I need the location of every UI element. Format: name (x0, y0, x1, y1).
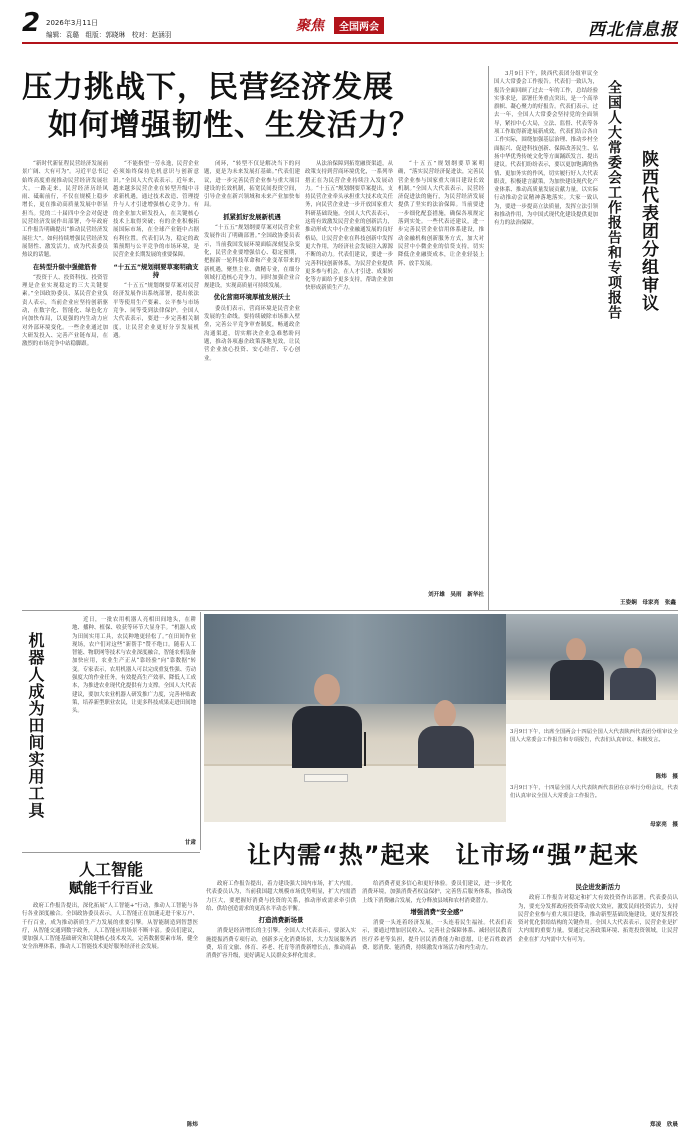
lead-subhead-4: 优化营商环境厚植发展沃土 (213, 293, 291, 302)
page-number: 2 (22, 8, 41, 38)
ai-story-headline-line1: 人工智能 (78, 860, 143, 879)
lead-byline: 刘开雄 吴雨 新华社 (428, 592, 484, 598)
lead-headline-line1: 压力挑战下，民营经济发展 (22, 70, 394, 105)
ai-story-byline: 陈炜 (186, 1122, 198, 1128)
lead-column-5: “十五五”规划纲要草案明确，“落实民营经济促进法，完善民营企业参与国家重大项目建设长效机制。”全国人大代表表示，民营经济促进法的施行，为民营经济发展提供了坚实的法治保障。当前要进一步细化配套措施，确保各项规定落到实处。一些代表还建议，进一步完善民营企业信用体系建设，推动金融机构创新服务方式，加大对民营中小微企业的信贷支持，切实降低企业融资成本，让企业轻装上阵、放手发展。 (398, 161, 484, 267)
news-photo-delegates (204, 614, 506, 822)
demand-column-1: 政府工作报告提出，着力建设强大国内市场，扩大内需。代表委员认为，当前我国超大规模市场优势明显，扩大内需潜力巨大，要把握好消费与投资的关系，推动形成需求牵引供给、供给创造需求的更高水平动态平衡。 打造消费新场景 消费是经济增长的主引擎。全国人大代表表示，要深入实施提振消费专项行动，创新多元化消费场景，大力发展服务消费，培育文旅、体育、养老、托育等消费新增长点，推动商品消费扩容升级，更好满足人民群众多样化需求。 (206, 881, 356, 960)
photo-nameplate (304, 774, 348, 782)
right-story-headline-main: 陕西代表团分组审议 (638, 150, 658, 312)
photo-inset (506, 614, 678, 724)
robot-story-body: 近日，一批农用机器人亮相田间地头，在耕地、播种、植保、收获等环节大显身手。“机器人成为田间实用工具，农民种地更轻松了。”在田间作业现场，农户们对这些“新帮手”赞不绝口。随着人工智能、物联网等技术与农业深度融合，智能农机装备加快应用，农业生产正从“靠经验”向“靠数据”转变。专家表示，农用机器人可以完成重复性强、劳动强度大的作业任务，有效提高生产效率、降低人工成本，为推进农业现代化提供有力支撑。全国人大代表建议，要加大农业机器人研发推广力度，完善补贴政策，培养新型职业农民，让更多科技成果走进田间地头。 (72, 617, 196, 715)
lead-column-2: “不能指望一劳永逸，民营企业必须始终保持危机意识与创新意识。”全国人大代表表示。近年来，越来越多民营企业在转型升级中寻求新机遇，通过技术改造、管理提升与人才引进增强核心竞争力。有的企业加大研发投入，在关键核心技术上取得突破；有的企业积极拓展国际市场，在全球产业链中占据有利位置。代表们认为，稳定的政策预期与公平竞争的市场环境，是民营企业长期发展的重要保障。 “十五五”规划纲要草案明确支持 “十五五”规划纲要草案对民营经济发展作出系统部署，提出依法平等使用生产要素、公平参与市场竞争、同等受到法律保护。全国人大代表表示，要进一步完善相关制度，让民营企业更好分享发展机遇。 (113, 161, 199, 339)
section-name: 全国两会 (334, 17, 384, 34)
lead-subhead-3: 抓紧抓好发展新机遇 (223, 212, 281, 221)
issue-date: 2026年3月11日 (46, 19, 99, 27)
demand-subhead-2: 增强消费“安全感” (410, 907, 464, 916)
photo-delegate-right-body (418, 726, 474, 768)
demand-byline: 郑凌 欣晨 (650, 1122, 678, 1128)
demand-column-3: 民企进发新活力 政府工作报告对稳定和扩大有效投资作出部署。代表委员认为，要充分发挥政府投资带动放大效应，激发民间投资活力，支持民营企业参与重大项目建设，推动新型基础设施建设，更好发挥投资对优化供给结构的关键作用。全国人大代表表示，民营企业是扩大内需的重要力量，要通过完善政策环境、拓宽投资领域，让民营企业在扩大内需中大有可为。 (518, 883, 678, 943)
demand-subhead-1: 打造消费新场景 (258, 916, 304, 925)
photo-delegate-left-body (292, 706, 362, 768)
section-prefix: 聚焦 (296, 18, 324, 34)
photo-backdrop (204, 614, 506, 704)
photo-credit-2: 母家亮 摄 (650, 822, 678, 828)
ai-story-headline-line2: 赋能千行百业 (69, 881, 153, 897)
photo-credit-1: 陈炜 摄 (655, 774, 678, 780)
lead-subhead-1: 在转型升级中强健筋骨 (33, 262, 97, 271)
robot-story-byline: 甘肃 (184, 840, 196, 846)
right-story-headline-sub: 全国人大常委会工作报告和专项报告 (606, 80, 622, 320)
photo-table (204, 764, 506, 822)
robot-story-title: 机器人成为田间实用工具 (26, 632, 45, 819)
photo-delegate-right-head (434, 700, 456, 728)
ai-story-body: 政府工作报告提出，深化拓展“人工智能+”行动，推动人工智能与各行各业深度融合。全国政协委员表示，人工智能正在加速走进千家万户、千行百业，成为推动新质生产力发展的重要引擎。从智能制造到智慧医疗，从智能交通到数字政务，人工智能应用场景不断丰富。委员们建议，要加强人工智能基础研究和关键核心技术攻关，完善数据要素市场，健全安全治理体系，推动人工智能技术更好服务经济社会发展。 (22, 903, 198, 951)
newspaper-logo: 西北信息报 (588, 20, 678, 40)
demand-subhead-3: 民企进发新活力 (575, 883, 621, 891)
photo-caption-2: 3月9日下午，十四届全国人大代表陕西代表团在京举行分组会议，代表们认真审议全国人大常委会工作报告。 (510, 785, 678, 799)
page-header (22, 8, 678, 42)
photo-caption-1: 3月9日下午，出席全国两会十四届全国人大代表陕西代表团分组审议全国人大常委会工作报告和专项报告，代表们认真审议、积极发言。 (510, 729, 678, 743)
staff-credits: 编辑：袁璐 组版：郭晓琳 校对：赵涵羽 (46, 31, 172, 39)
lead-column-3: 闭环，“转型不仅是解决当下的问题，更是为未来发展打基础。”代表们建议，进一步完善民营企业参与重大项目建设的长效机制，拓宽民间投资空间，引导企业在新兴领域和未来产业加快布局。 抓紧抓好发展新机遇 “十五五”规划纲要草案对民营企业发展作出了明确部署。”全国政协委员表示，当前我国发展环境面临深刻复杂变化，民营企业要增强信心、稳定预期，把握新一轮科技革命和产业变革带来的新机遇，聚焦主业、做精专业，在细分领域打造核心竞争力，同时加强企业合规建设，实现高质量可持续发展。 优化营商环境厚植发展沃土 委员们表示，营商环境是民营企业发展的生命线。要持续破除市场准入壁垒，完善公平竞争审查制度，畅通政企沟通渠道，切实解决企业急难愁盼问题，推动各项惠企政策落地见效，让民营企业放心投资、安心经营、专心创业。 (204, 161, 300, 362)
header-rule (22, 42, 678, 44)
right-story-byline: 王姿娴 母家亮 张鑫 (620, 600, 676, 606)
photo-delegate-left-head (314, 674, 340, 706)
demand-story-headline: 让内需“热”起来 让市场“强”起来 (246, 841, 640, 869)
photo-microphone (364, 732, 366, 766)
right-story-body: 3月9日下午，陕西代表团分组审议全国人大常委会工作报告。代表们一致认为，报告全面回顾了过去一年的工作，总结经验实事求是，部署任务重点突出，是一个高举旗帜、凝心聚力的好报告。代表们表示，过去一年，全国人大常委会坚持党的全面领导，紧扣中心大局，立法、监督、代表等各项工作取得新进展新成效。代表们结合各自工作实际，围绕加强基层治理、推动乡村全面振兴、促进科技创新、保障改善民生、弘扬中华优秀传统文化等方面踊跃发言、提出建议。代表们纷纷表示，要以更加饱满的热情、更加务实的作风，切实履行好人大代表职责，积极建言献策，为加快建设现代化产业体系、推动高质量发展贡献力量，以实际行动推动会议精神落地落实。大家一致认为，要进一步提高立法质量，发挥立法引领和推动作用，为中国式现代化建设提供更加有力的法治保障。 (494, 71, 598, 227)
lead-column-4: 从法治保障到拓宽融资渠道，从政策支持到营商环境优化，一系列举措正在为民营企业持续注入发展动力。“十五五”规划纲要草案提出，支持民营企业牵头承担重大技术攻关任务，向民营企业进一步开放国家重大科研基础设施。全国人大代表表示，这将有效激发民营企业的创新活力，推动形成大中小企业融通发展的良好格局，让民营企业在科技创新中发挥更大作用，为经济社会发展注入源源不断的动力。代表们建议，要进一步完善科技创新体系，为民营企业提供更多参与机会，在人才引进、成果转化等方面给予更多支持，帮助企业加快形成新质生产力。 (305, 161, 393, 292)
demand-column-2: 给消费者更多信心和更好体验。委员们建议，进一步优化消费环境，加强消费者权益保护，完善售后服务体系，推动线上线下消费融合发展，充分释放县域和农村消费潜力。 增强消费“安全感” 消费一头连着经济发展，一头连着民生福祉。代表们表示，要通过增加居民收入、完善社会保障体系、减轻居民教育医疗养老等负担，提升居民消费能力和意愿，让老百姓敢消费、愿消费、能消费，持续激发市场活力和内生动力。 (362, 881, 512, 952)
lead-column-1: “新时代新征程民营经济发展前景广阔、大有可为”。习近平总书记始终高度重视推动民营经济发展壮大。一路走来，民营经济历经风雨、砥砺前行，不仅在规模上稳步增长，更在推动高质量发展中彰显担当。党的二十届四中全会对促进民营经济发展作出部署，今年政府工作报告明确提出“推动民营经济发展壮大”。如何持续增强民营经济发展韧性、激发活力，成为代表委员热议的话题。 在转型升级中强健筋骨 “投资于人、投资科技、投资管理是企业实现稳定的三大关键要素。”全国政协委员、某民营企业负责人表示，当前企业应坚持创新驱动，在数字化、智能化、绿色化方向加快布局，以更强的内生动力应对外部环境变化。一些企业通过加大研发投入、完善产业链布局，在激烈的市场竞争中站稳脚跟。 (22, 161, 108, 348)
lead-headline-line2: 如何增强韧性、生发活力？ (48, 108, 420, 143)
lead-subhead-2: “十五五”规划纲要草案明确支持 (113, 262, 199, 279)
